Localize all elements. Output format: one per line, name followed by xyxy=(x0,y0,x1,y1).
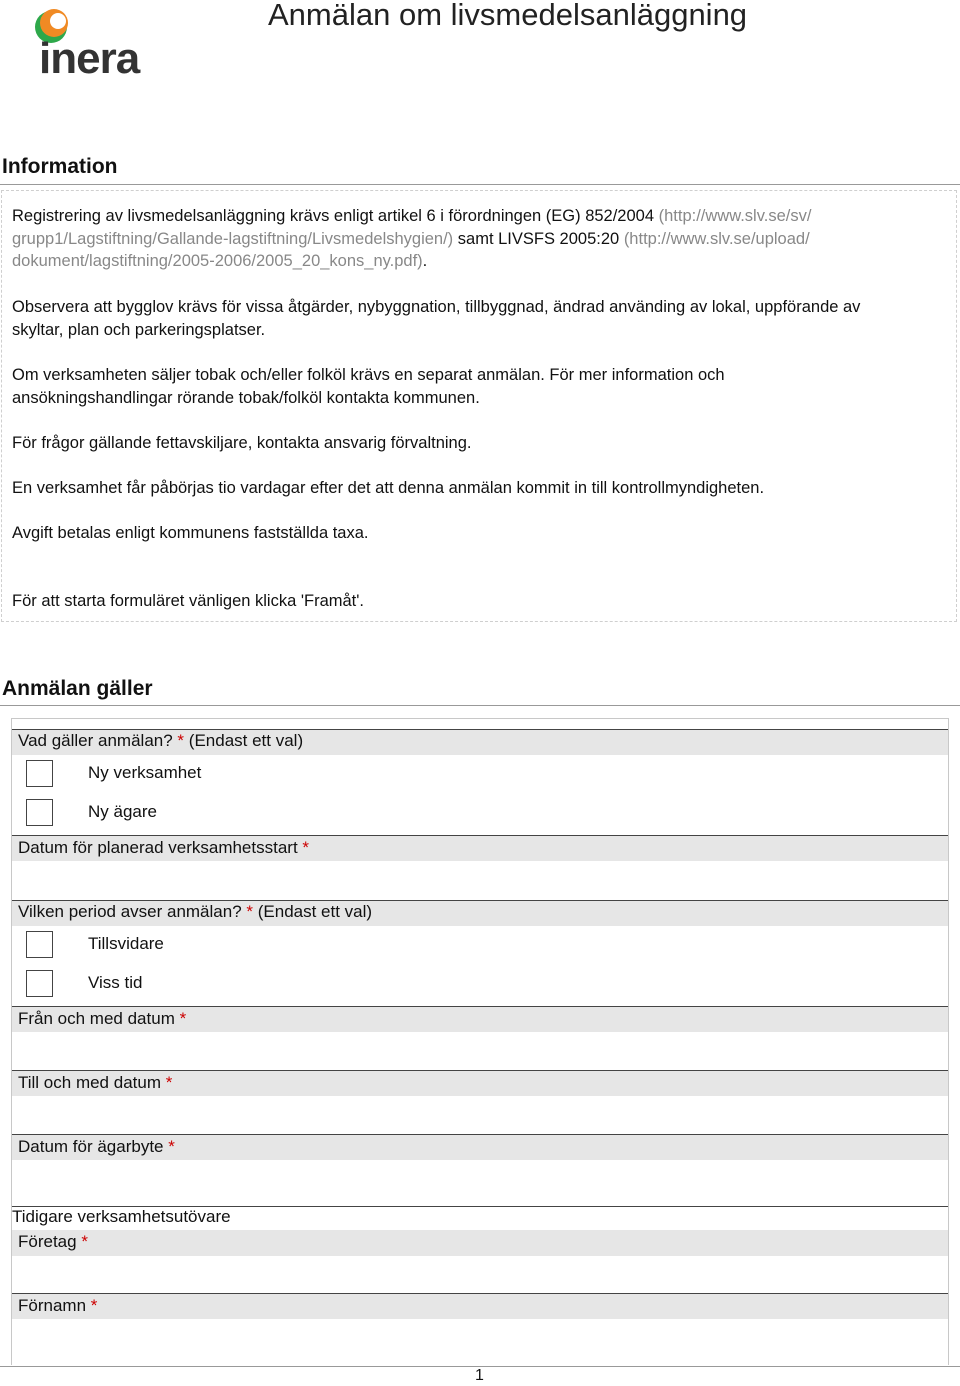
planned-start-date-field[interactable] xyxy=(12,862,948,898)
checkbox-new-owner[interactable] xyxy=(26,799,53,826)
question-label-first-name: Förnamn * xyxy=(18,1296,98,1315)
option-label: Viss tid xyxy=(88,973,143,992)
company-field[interactable] xyxy=(12,1256,948,1292)
slv-link-2-cont[interactable]: dokument/lagstiftning/2005-2006/2005_20_kons_ny.pdf) xyxy=(12,252,423,270)
form-heading: Anmälan gäller xyxy=(2,677,153,700)
info-paragraph-instructions: För att starta formuläret vänligen klicka 'Framåt'. xyxy=(12,592,365,610)
question-label-to-date: Till och med datum * xyxy=(18,1073,173,1092)
checkbox-fixed-period[interactable] xyxy=(26,970,53,997)
info-paragraph-building-permit: Observera att bygglov krävs för vissa åtgärder, nybyggnation, tillbyggnad, ändrad använding av lokal, uppförande av skyltar, plan och parkeringsplatser. xyxy=(12,298,861,339)
required-marker: * xyxy=(177,731,185,750)
single-choice-hint: (Endast ett val) xyxy=(257,902,373,921)
from-date-field[interactable] xyxy=(12,1033,948,1069)
required-marker: * xyxy=(165,1073,173,1092)
option-label: Ny verksamhet xyxy=(88,763,202,782)
section-divider xyxy=(0,705,960,706)
livsfs-text: samt LIVSFS 2005:20 xyxy=(457,229,620,248)
info-paragraph-start: En verksamhet får påbörjas tio vardagar efter det att denna anmälan kommit in till kontrollmyndigheten. xyxy=(12,479,765,497)
logo-wordmark: inera xyxy=(39,34,140,77)
question-label-request-type: Vad gäller anmälan? * (Endast ett val) xyxy=(18,731,304,750)
first-name-field[interactable] xyxy=(12,1320,948,1356)
inera-logo xyxy=(33,5,158,77)
checkbox-new-business[interactable] xyxy=(26,760,53,787)
question-label-ownership-change: Datum för ägarbyte * xyxy=(18,1137,175,1156)
period: . xyxy=(422,252,428,270)
document-title: Anmälan om livsmedelsanläggning xyxy=(268,0,748,32)
page-number: 1 xyxy=(475,1367,484,1384)
checkbox-indefinite[interactable] xyxy=(26,931,53,958)
question-label-planned-start: Datum för planerad verksamhetsstart * xyxy=(18,838,310,857)
question-label-period: Vilken period avser anmälan? * (Endast ett val) xyxy=(18,902,373,921)
required-marker: * xyxy=(81,1232,88,1251)
information-heading: Information xyxy=(2,155,118,178)
info-paragraph-regulation xyxy=(12,205,944,273)
option-label: Ny ägare xyxy=(88,802,157,821)
ownership-change-date-field[interactable] xyxy=(12,1161,948,1197)
section-divider xyxy=(0,184,960,185)
info-paragraph-grease-trap: För frågor gällande fettavskiljare, kontakta ansvarig förvaltning. xyxy=(12,434,472,452)
required-marker: * xyxy=(302,838,310,857)
question-band xyxy=(12,1230,948,1256)
regulation-text: Registrering av livsmedelsanläggning krävs enligt artikel 6 i förordningen (EG) 852/2004 xyxy=(12,207,655,225)
inera-logo-mark xyxy=(33,5,158,77)
required-marker: * xyxy=(246,902,254,921)
info-paragraph-fee: Avgift betalas enligt kommunens fastställda taxa. xyxy=(12,524,369,542)
required-marker: * xyxy=(90,1296,98,1315)
question-label-company: Företag * xyxy=(18,1232,88,1251)
slv-link-1-cont[interactable]: grupp1/Lagstiftning/Gallande-lagstiftning/Livsmedelshygien/) xyxy=(12,229,454,248)
previous-operator-heading: Tidigare verksamhetsutövare xyxy=(12,1206,948,1227)
question-band xyxy=(12,1293,948,1319)
to-date-field[interactable] xyxy=(12,1097,948,1133)
info-paragraph-tobacco: Om verksamheten säljer tobak och/eller folköl krävs en separat anmälan. För mer information och ansökningshandlingar rörande tobak/folköl kontakta kommunen. xyxy=(12,366,725,407)
option-label: Tillsvidare xyxy=(88,934,164,953)
single-choice-hint: (Endast ett val) xyxy=(188,731,304,750)
question-label-from-date: Från och med datum * xyxy=(18,1009,187,1028)
slv-link-1[interactable]: (http://www.slv.se/sv/ xyxy=(658,207,812,225)
slv-link-2[interactable]: (http://www.slv.se/upload/ xyxy=(623,229,810,248)
required-marker: * xyxy=(179,1009,187,1028)
required-marker: * xyxy=(168,1137,175,1156)
